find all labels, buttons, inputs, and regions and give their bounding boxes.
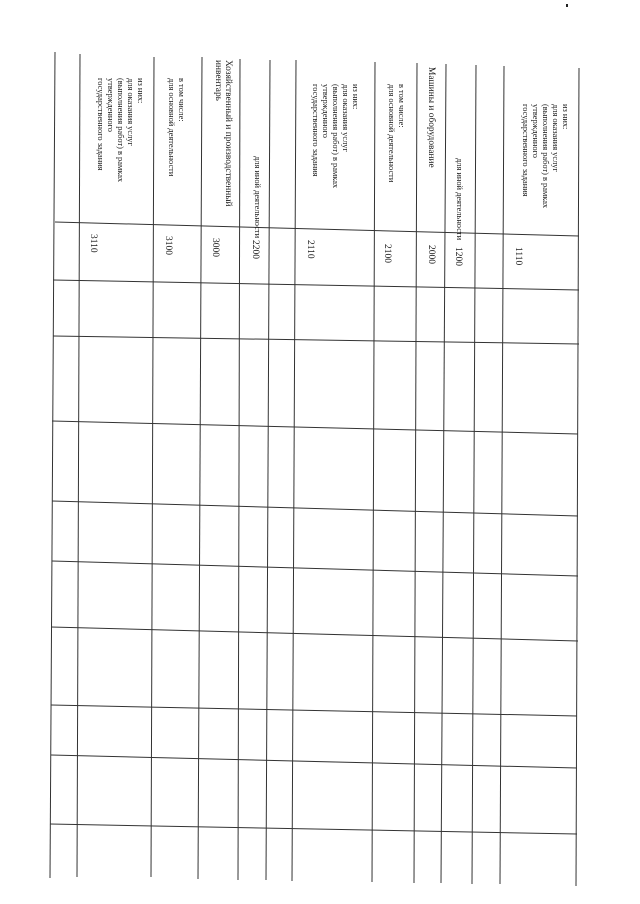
row-3100-label: в том числе: для основной деятельности [167,78,186,177]
row-3110-code: 3110 [88,234,98,253]
row-2110-label: из них: для оказания услуг (выполнения работ) в рамках утвержденного государственного задания [311,84,360,189]
row-1200-code: 1200 [453,247,463,266]
scan-speck [566,4,568,7]
row-1200-label: для иной деятельности [455,158,464,241]
row-2110-code: 2110 [305,240,315,259]
row-2200-label: для иной деятельности [253,156,262,239]
row-3100-code: 3100 [163,236,173,255]
row-3000-code: 3000 [210,238,220,257]
row-3000-label: Хозяйственный и производственный инвентарь [213,60,233,207]
row-2200-code: 2200 [250,240,260,259]
row-1110-code: 1110 [513,247,523,266]
row-2000-label: Машины и оборудование [426,67,436,168]
row-3110-label: из них: для оказания услуг (выполнения работ) в рамках утвержденного государственного задания [96,78,145,183]
row-2000-code: 2000 [426,245,436,264]
row-1110-label: из них: для оказания услуг (выполнения работ) в рамках утвержденного государственного задания [521,104,570,209]
row-2100-code: 2100 [382,244,392,263]
row-2100-label: в том числе: для основной деятельности [387,84,406,183]
